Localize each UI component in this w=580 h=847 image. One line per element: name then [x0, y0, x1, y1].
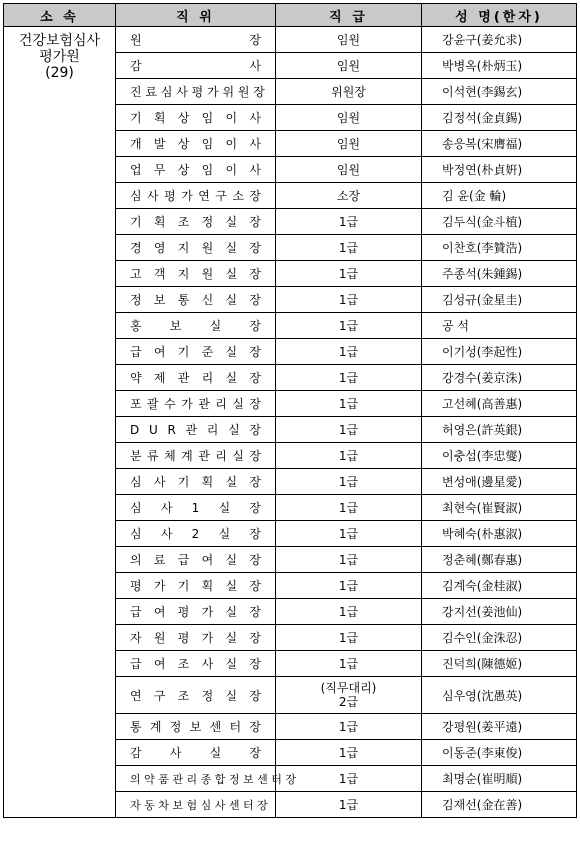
- grade-cell: 1급: [276, 714, 422, 740]
- header-position: 직 위: [116, 4, 276, 27]
- position-cell: 개 발 상 임 이 사: [116, 131, 276, 157]
- position-cell: 기 획 상 임 이 사: [116, 105, 276, 131]
- position-cell: 감 사 실 장: [116, 740, 276, 766]
- grade-cell: 1급: [276, 792, 422, 818]
- grade-cell: 위원장: [276, 79, 422, 105]
- position-cell: 정 보 통 신 실 장: [116, 287, 276, 313]
- grade-cell: 1급: [276, 547, 422, 573]
- name-cell: 박병옥(朴炳玉): [422, 53, 577, 79]
- name-cell: 강지선(姜池仙): [422, 599, 577, 625]
- name-cell: 김 윤(金 輪): [422, 183, 577, 209]
- grade-cell: 1급: [276, 766, 422, 792]
- name-cell: 정춘혜(鄭春惠): [422, 547, 577, 573]
- position-cell: 급 여 기 준 실 장: [116, 339, 276, 365]
- grade-cell: 1급: [276, 495, 422, 521]
- name-cell: 고선혜(高善惠): [422, 391, 577, 417]
- grade-cell: 1급: [276, 261, 422, 287]
- position-cell: 자 원 평 가 실 장: [116, 625, 276, 651]
- name-cell: 김수인(金洙忍): [422, 625, 577, 651]
- position-cell: 평 가 기 획 실 장: [116, 573, 276, 599]
- position-cell: 포 괄 수 가 관 리 실 장: [116, 391, 276, 417]
- organization-cell: [4, 27, 116, 818]
- header-grade: 직 급: [276, 4, 422, 27]
- name-cell: 강평원(姜平遠): [422, 714, 577, 740]
- position-cell: 급 여 조 사 실 장: [116, 651, 276, 677]
- name-cell: 김재선(金在善): [422, 792, 577, 818]
- position-cell: 홍 보 실 장: [116, 313, 276, 339]
- organization-count: (29): [45, 65, 74, 81]
- name-cell: 이기성(李起性): [422, 339, 577, 365]
- name-cell: 이찬호(李贊浩): [422, 235, 577, 261]
- grade-cell: 1급: [276, 209, 422, 235]
- name-cell: 주종석(朱鍾錫): [422, 261, 577, 287]
- name-cell: 김계숙(金桂淑): [422, 573, 577, 599]
- name-cell: 강윤구(姜允求): [422, 27, 577, 53]
- name-cell: 최현숙(崔賢淑): [422, 495, 577, 521]
- grade-acting-note: (직무대리): [320, 681, 377, 695]
- header-name: 성 명(한자): [422, 4, 577, 27]
- grade-cell: 1급: [276, 235, 422, 261]
- position-cell: 심 사 1 실 장: [116, 495, 276, 521]
- name-cell: 송응복(宋膺福): [422, 131, 577, 157]
- name-cell: 진덕희(陳德姬): [422, 651, 577, 677]
- grade-cell: 1급: [276, 287, 422, 313]
- name-cell: 이석현(李錫玄): [422, 79, 577, 105]
- name-cell: 김두식(金斗植): [422, 209, 577, 235]
- grade-cell: 1급: [276, 573, 422, 599]
- position-cell: 연 구 조 정 실 장: [116, 677, 276, 714]
- grade-cell: 1급: [276, 391, 422, 417]
- name-cell: 변성애(邊星愛): [422, 469, 577, 495]
- grade-cell: 1급: [276, 313, 422, 339]
- position-cell: 의 약 품 관 리 종 합 정 보 센 터 장: [116, 766, 276, 792]
- grade-cell: 1급: [276, 740, 422, 766]
- grade-cell: 1급: [276, 443, 422, 469]
- grade-cell: 1급: [276, 651, 422, 677]
- grade-cell: 1급: [276, 625, 422, 651]
- position-cell: 분 류 체 계 관 리 실 장: [116, 443, 276, 469]
- grade-cell: 1급: [276, 417, 422, 443]
- position-cell: 의 료 급 여 실 장: [116, 547, 276, 573]
- name-cell: 최명순(崔明順): [422, 766, 577, 792]
- position-cell: 감 사: [116, 53, 276, 79]
- header-org: 소 속: [4, 4, 116, 27]
- grade-cell: 1급: [276, 599, 422, 625]
- grade-cell: 임원: [276, 27, 422, 53]
- name-cell: 김성규(金星圭): [422, 287, 577, 313]
- name-cell: 김정석(金貞錫): [422, 105, 577, 131]
- name-cell: 이충섭(李忠燮): [422, 443, 577, 469]
- grade-cell: 소장: [276, 183, 422, 209]
- org-personnel-table: [3, 3, 577, 818]
- grade-cell: 1급: [276, 365, 422, 391]
- position-cell: 급 여 평 가 실 장: [116, 599, 276, 625]
- grade-cell: 1급: [276, 469, 422, 495]
- position-cell: D U R 관 리 실 장: [116, 417, 276, 443]
- position-cell: 진 료 심 사 평 가 위 원 장: [116, 79, 276, 105]
- name-cell: 허영은(許英銀): [422, 417, 577, 443]
- grade-cell: 임원: [276, 157, 422, 183]
- name-cell: 심우영(沈愚英): [422, 677, 577, 714]
- position-cell: 업 무 상 임 이 사: [116, 157, 276, 183]
- grade-cell: [276, 677, 422, 714]
- position-cell: 심 사 평 가 연 구 소 장: [116, 183, 276, 209]
- name-cell: 이동준(李東俊): [422, 740, 577, 766]
- header-row: [4, 4, 577, 27]
- grade-cell: 임원: [276, 105, 422, 131]
- grade-cell: 임원: [276, 131, 422, 157]
- organization-name-line2: 평가원: [39, 49, 80, 65]
- grade-value: 2급: [338, 695, 359, 709]
- position-cell: 자 동 차 보 험 심 사 센 터 장: [116, 792, 276, 818]
- position-cell: 경 영 지 원 실 장: [116, 235, 276, 261]
- name-cell: 강경수(姜京洙): [422, 365, 577, 391]
- position-cell: 약 제 관 리 실 장: [116, 365, 276, 391]
- position-cell: 기 획 조 정 실 장: [116, 209, 276, 235]
- position-cell: 심 사 2 실 장: [116, 521, 276, 547]
- name-cell: 박혜숙(朴惠淑): [422, 521, 577, 547]
- organization-name-line1: 건강보험심사: [18, 33, 101, 49]
- position-cell: 통 계 정 보 센 터 장: [116, 714, 276, 740]
- name-cell: 박정연(朴貞姸): [422, 157, 577, 183]
- grade-cell: 임원: [276, 53, 422, 79]
- position-cell: 심 사 기 획 실 장: [116, 469, 276, 495]
- grade-cell: 1급: [276, 521, 422, 547]
- position-cell: 원 장: [116, 27, 276, 53]
- grade-cell: 1급: [276, 339, 422, 365]
- name-cell: 공 석: [422, 313, 577, 339]
- table-row: [4, 27, 577, 53]
- position-cell: 고 객 지 원 실 장: [116, 261, 276, 287]
